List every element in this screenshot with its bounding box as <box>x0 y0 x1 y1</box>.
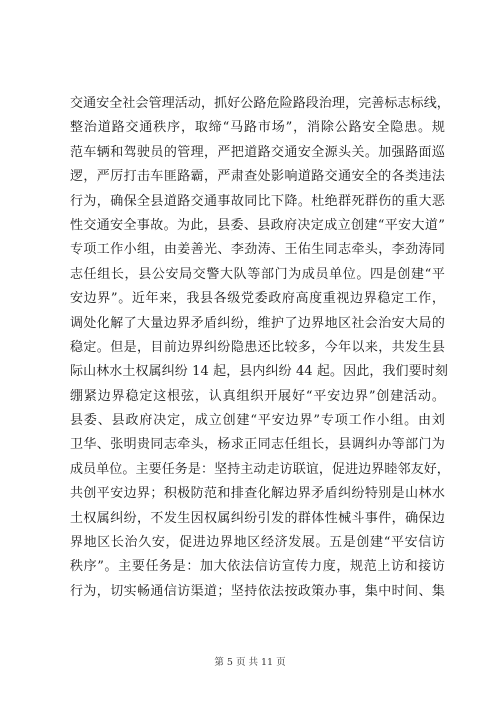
text-line: 逻，严厉打击车匪路霸，严肃查处影响道路交通安全的各类违法 <box>70 169 445 185</box>
text-line: 安边界”。近年来，我县各级党委政府高度重视边界稳定工作， <box>70 291 445 307</box>
text-line: 绷紧边界稳定这根弦，认真组织开展好“平安边界”创建活动。 <box>70 388 445 404</box>
text-line: 行为，切实畅通信访渠道；坚持依法按政策办事，集中时间、集 <box>70 583 445 599</box>
text-line: 界地区长治久安，促进边界地区经济发展。五是创建“平安信访 <box>70 535 445 551</box>
text-line: 成员单位。主要任务是：坚持主动走访联谊，促进边界睦邻友好， <box>70 461 450 477</box>
text-line: 县委、县政府决定，成立创建“平安边界”专项工作小组。由刘 <box>70 413 445 429</box>
body-text <box>70 92 450 604</box>
text-line: 交通安全社会管理活动，抓好公路危险路段治理，完善标志标线， <box>70 96 450 111</box>
text-line: 整治道路交通秩序，取缔“马路市场”，消除公路安全隐患。规 <box>70 120 445 136</box>
text-line: 土权属纠纷，不发生因权属纠纷引发的群体性械斗事件，确保边 <box>70 510 445 526</box>
text-line: 行为，确保全县道路交通事故同比下降。杜绝群死群伤的重大恶 <box>70 193 445 209</box>
text-line: 稳定。但是，目前边界纠纷隐患还比较多，今年以来，共发生县 <box>70 339 445 355</box>
text-line: 范车辆和驾驶员的管理，严把道路交通安全源头关。加强路面巡 <box>70 144 445 160</box>
text-line: 性交通安全事故。为此，县委、县政府决定成立创建“平安大道” <box>70 217 445 233</box>
text-line: 共创平安边界；积极防范和排查化解边界矛盾纠纷特别是山林水 <box>70 486 445 502</box>
text-line: 秩序”。主要任务是：加大依法信访宣传力度，规范上访和接访 <box>70 559 445 575</box>
text-line: 际山林水土权属纠纷 14 起，县内纠纷 44 起。因此，我们要时刻 <box>70 364 448 380</box>
text-line: 卫华、张明贵同志牵头，杨求正同志任组长，县调纠办等部门为 <box>70 437 445 453</box>
page-number-footer: 第 5 页 共 11 页 <box>214 657 286 668</box>
text-line: 专项工作小组，由姜善光、李劲涛、王佑生同志牵头，李劲涛同 <box>70 242 445 258</box>
text-line: 志任组长，县公安局交警大队等部门为成员单位。四是创建“平 <box>70 266 445 282</box>
text-line: 调处化解了大量边界矛盾纠纷，维护了边界地区社会治安大局的 <box>70 315 445 331</box>
